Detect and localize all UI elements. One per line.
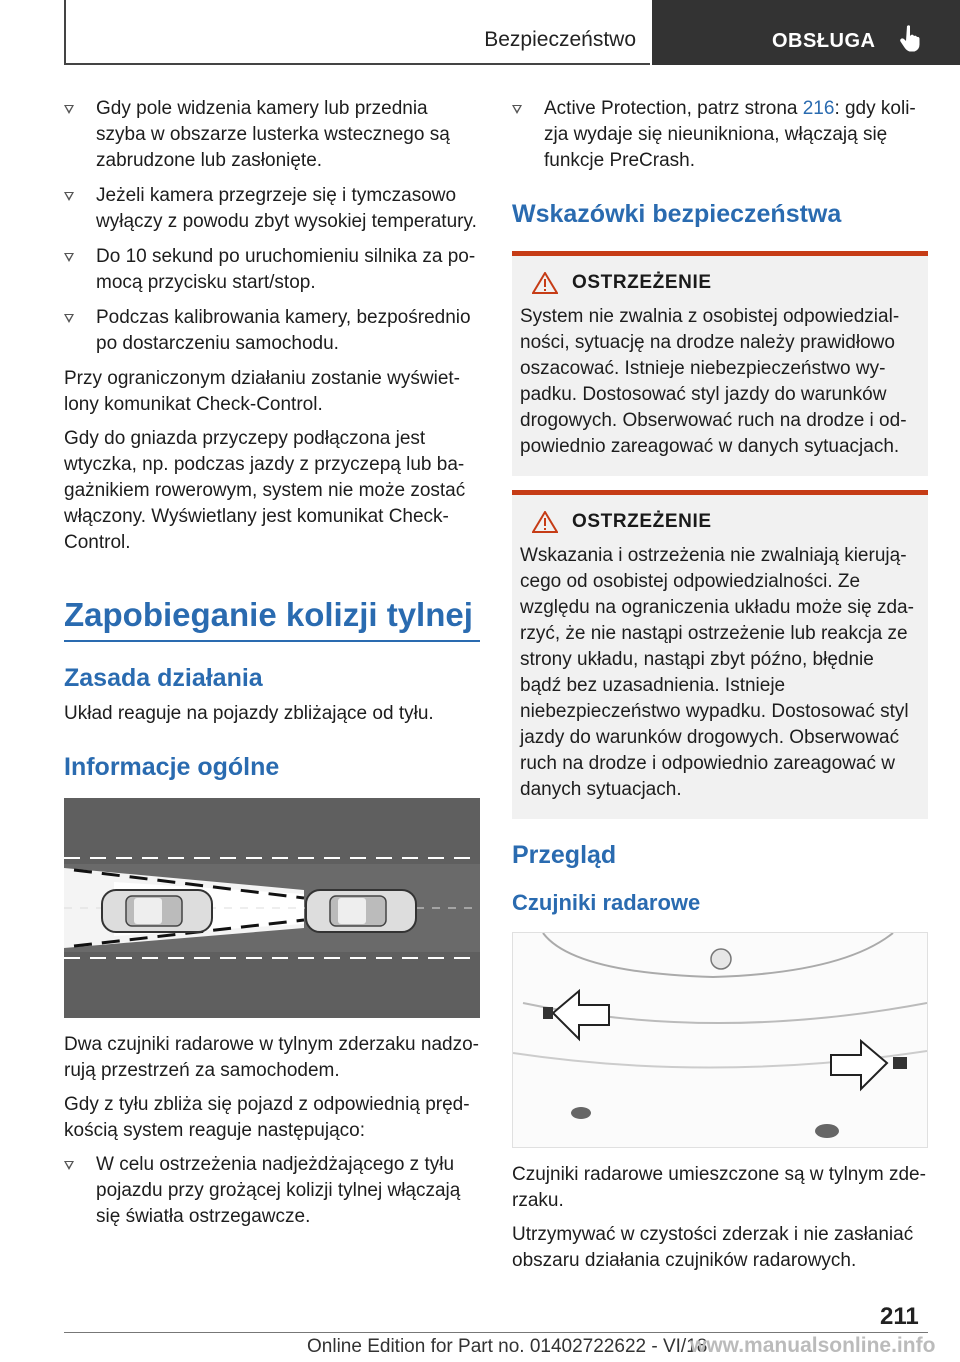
edition-text: Online Edition for Part no. 01402722622 - VI/18 [307, 1336, 708, 1357]
list-item: Jeżeli kamera przegrzeje się i tymczasowo wyłączy z powodu zbyt wysokiej temperatury. [64, 183, 480, 235]
paragraph: Gdy z tyłu zbliża się pojazd z odpowiednią prędkością system reaguje następująco: [64, 1094, 470, 1141]
paragraph: Czujniki radarowe umieszczone są w tylnym zderzaku. [512, 1164, 926, 1211]
section-title: Bezpieczeństwo [484, 28, 636, 51]
list-item: Do 10 sekund po uruchomieniu silnika za pomocą przycisku start/stop. [64, 244, 480, 296]
heading-safety-tips: Wskazówki bezpieczeństwa [512, 200, 842, 228]
list-item: Active Protection, patrz strona 216: gdy kolizja wydaje się nieunikniona, włączają się funkcje PreCrash. [512, 96, 928, 174]
paragraph: Dwa czujniki radarowe w tylnym zderzaku nadzorują przestrzeń za samochodem. [64, 1034, 479, 1081]
triangle-bullet-icon [64, 192, 74, 201]
list-item: Podczas kalibrowania kamery, bezpośrednio po dostarczeniu samochodu. [64, 305, 480, 357]
warning-text: System nie zwalnia z osobistej odpowiedzialności, sytuację na drodze należy prawidłowo oszacować. Istnieje niebezpieczeństwo wypadku. Dostosować styl jazdy do warunków drogowych. Obserwować ruch na drodze i odpowiednio zareagować w danych sytuacjach. [520, 306, 907, 457]
list-item: W celu ostrzeżenia nadjeżdżającego z tyłu pojazdu przy grożącej kolizji tylnej włączają się światła ostrzegawcze. [64, 1152, 480, 1230]
watermark: www.manualsonline.info [690, 1334, 936, 1357]
page-number: 211 [880, 1303, 919, 1330]
heading-general-info: Informacje ogólne [64, 753, 280, 781]
triangle-bullet-icon [64, 253, 74, 262]
paragraph: Gdy do gniazda przyczepy podłączona jest wtyczka, np. podczas jazdy z przyczepą lub bagażnikiem rowerowym, system nie może zostać włączony. Wyświetlany jest komunikat Check-Control. [64, 428, 466, 553]
triangle-bullet-icon [64, 314, 74, 323]
car-rear-icon [513, 933, 927, 1147]
warning-title: OSTRZEŻENIE [520, 511, 920, 533]
radar-sensor-illustration [512, 932, 928, 1148]
paragraph: Układ reaguje na pojazdy zbliżające od tyłu. [64, 703, 434, 724]
triangle-bullet-icon [64, 1161, 74, 1170]
left-column [64, 96, 480, 1239]
chapter-label: OBSŁUGA [772, 30, 876, 52]
right-column [512, 96, 928, 1282]
warning-title: OSTRZEŻENIE [520, 272, 920, 294]
hand-pointer-icon [898, 24, 922, 52]
heading-principle: Zasada działania [64, 664, 263, 692]
warning-box [512, 490, 928, 819]
warning-triangle-icon [532, 511, 558, 533]
chapter-tab [652, 0, 960, 65]
heading-overview: Przegląd [512, 841, 617, 869]
heading-rear-collision: Zapobieganie kolizji tylnej [64, 596, 480, 642]
heading-radar-sensors: Czujniki radarowe [512, 890, 701, 915]
paragraph: Utrzymywać w czystości zderzak i nie zasłaniać obszaru działania czujników radarowych. [512, 1224, 914, 1271]
warning-text: Wskazania i ostrzeżenia nie zwalniają kierującego od osobistej odpowiedzialności. Ze względu na ograniczenia układu może się zdarzyć, że nie nastąpi ostrzeżenie lub reakcja ze strony układu, nastąpi zbyt późno, błędnie bądź bez uzasadnienia. Istnieje niebezpieczeństwo wypadku. Dostosować styl jazdy do warunków drogowych. Obserwować ruch na drodze i odpowiednio zareagować w danych sytuacjach. [520, 545, 914, 800]
footer-rule [64, 1332, 928, 1333]
warning-triangle-icon [532, 272, 558, 294]
paragraph: Przy ograniczonym działaniu zostanie wyświetlony komunikat Check-Control. [64, 368, 460, 415]
warning-box [512, 251, 928, 476]
road-illustration [64, 798, 480, 1018]
page-link[interactable]: 216 [802, 98, 835, 119]
triangle-bullet-icon [64, 105, 74, 114]
header-bottom-rule [64, 63, 650, 65]
list-item: Gdy pole widzenia kamery lub przednia szyba w obszarze lusterka wstecznego są zabrudzone lub zasłonięte. [64, 96, 480, 174]
road-cars-icon [64, 798, 480, 1018]
triangle-bullet-icon [512, 105, 522, 114]
